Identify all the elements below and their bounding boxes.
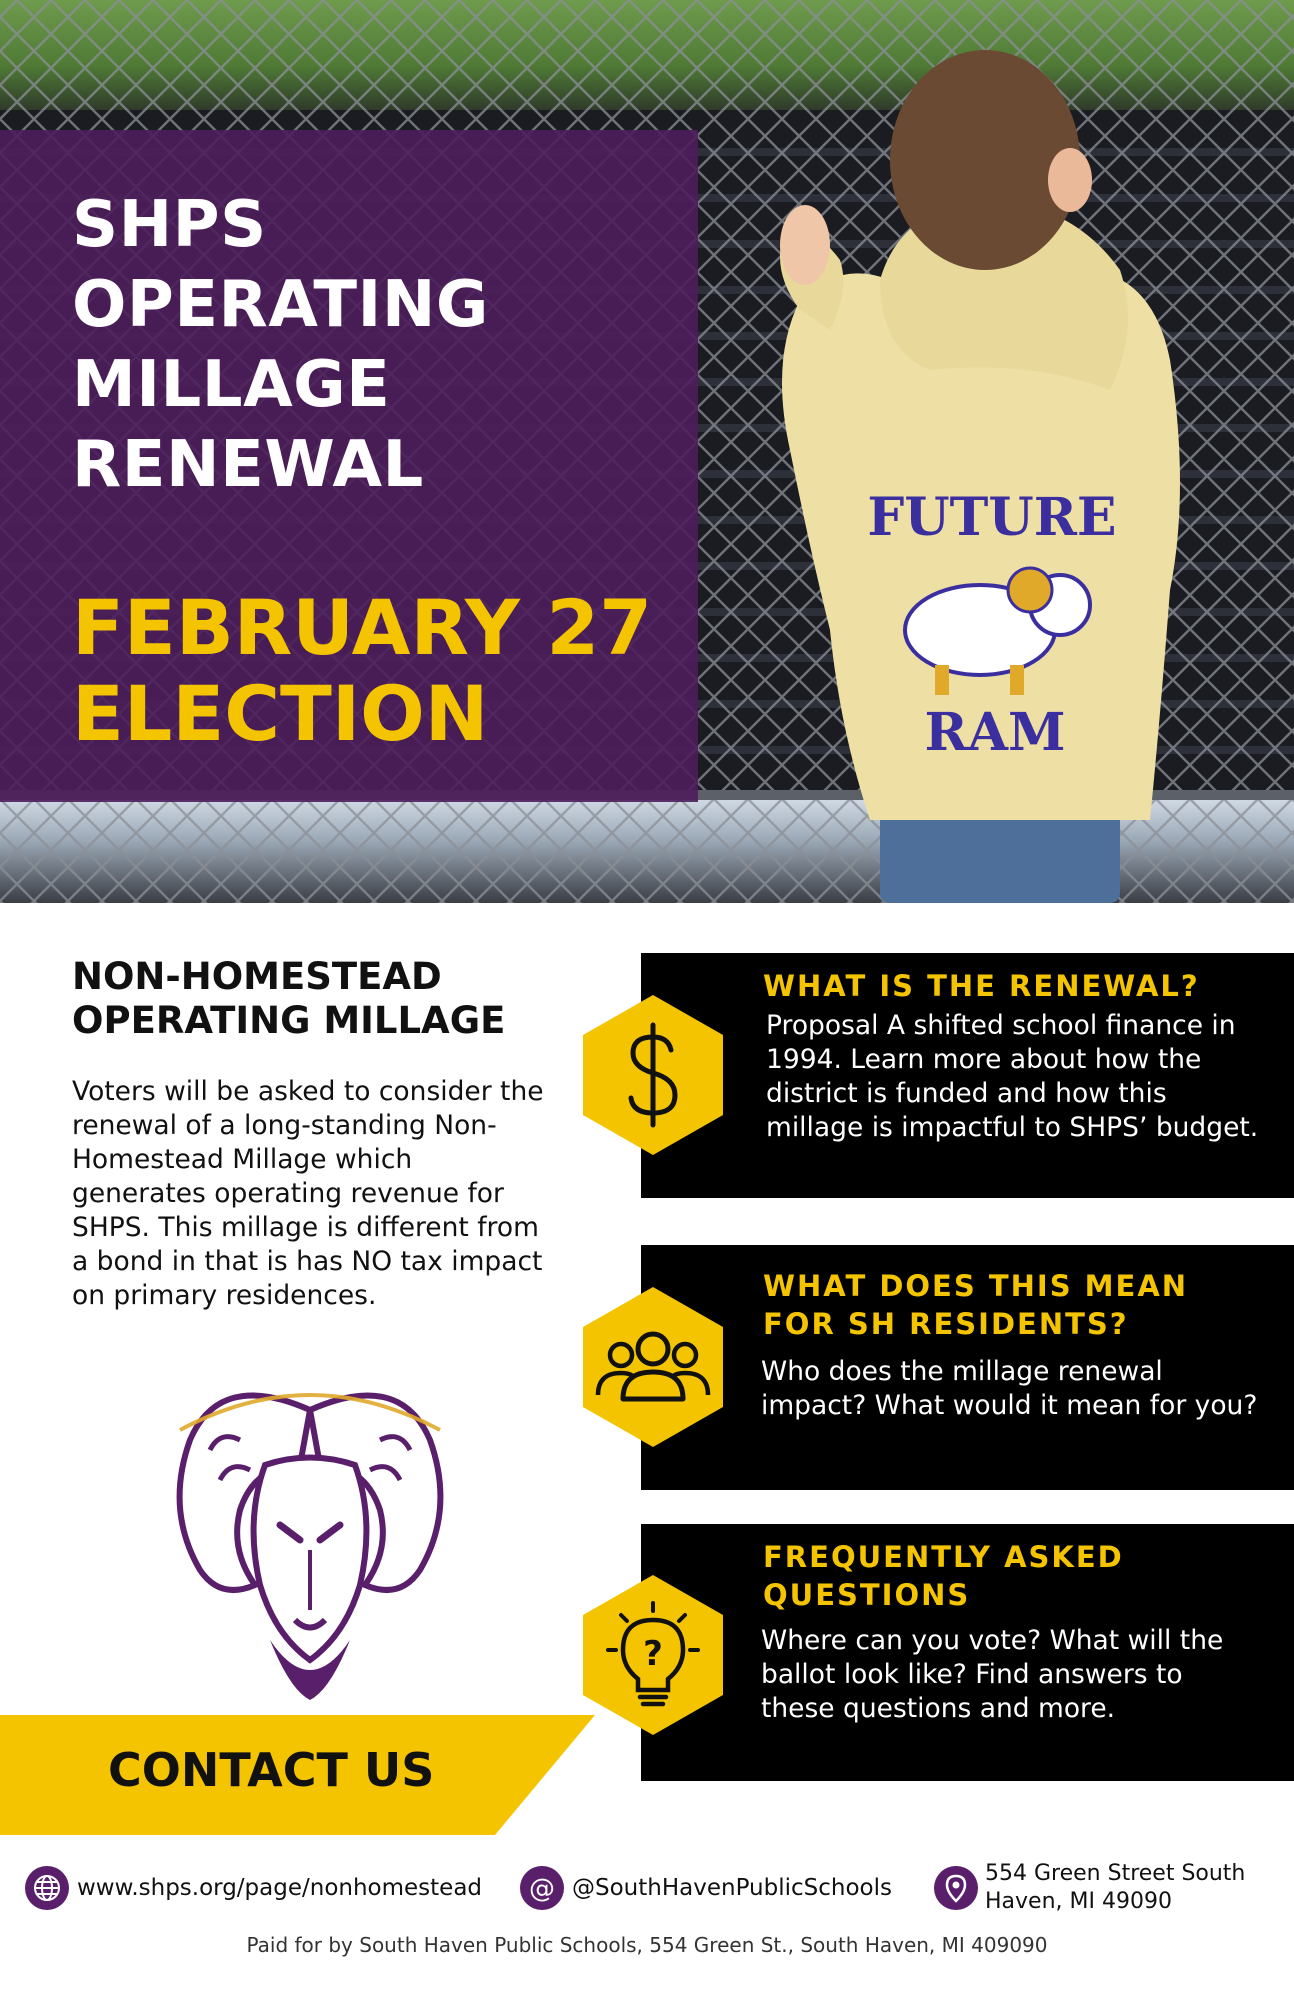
paid-for-disclaimer: Paid for by South Haven Public Schools, 554 Green St., South Haven, MI 409090 (246, 1933, 1048, 1957)
child-photo (730, 30, 1200, 903)
info-box-title (763, 967, 1273, 1005)
social-handle[interactable]: @SouthHavenPublicSchools (572, 1875, 892, 1901)
svg-text:@: @ (529, 1874, 555, 1904)
section-heading-line: OPERATING MILLAGE (72, 999, 506, 1042)
dollar-icon (583, 995, 723, 1155)
title-line: MILLAGE (72, 348, 391, 422)
location-pin-icon (934, 1866, 978, 1910)
info-box-text: Who does the millage renewal impact? What would it mean for you? (761, 1356, 1258, 1421)
info-box-faq[interactable] (641, 1524, 1294, 1781)
info-title-line: WHAT DOES THIS MEAN (763, 1269, 1189, 1303)
hero-photo (0, 0, 1294, 903)
globe-icon (25, 1866, 69, 1910)
address (985, 1860, 1285, 1916)
info-box-renewal[interactable] (641, 953, 1294, 1198)
section-heading-line: NON-HOMESTEAD (72, 955, 442, 998)
people-icon (583, 1287, 723, 1447)
hoodie-ram-text: RAM (924, 702, 1066, 763)
hoodie-future-text: FUTURE (867, 487, 1117, 548)
election-date (72, 585, 712, 757)
lightbulb-question-icon (583, 1575, 723, 1735)
at-sign-icon (520, 1866, 564, 1910)
title-line: OPERATING (72, 268, 489, 342)
info-title-line: WHAT IS THE RENEWAL? (763, 969, 1200, 1003)
ram-head-logo (160, 1370, 460, 1700)
info-box-text: Where can you vote? What will the ballot look like? Find answers to these questions and more. (761, 1625, 1224, 1724)
section-heading (72, 955, 572, 1043)
election-line: ELECTION (72, 669, 489, 758)
website-link[interactable]: www.shps.org/page/nonhomestead (77, 1875, 483, 1901)
info-title-line: QUESTIONS (763, 1578, 971, 1612)
contact-us-label[interactable]: CONTACT US (108, 1743, 435, 1797)
title-line: RENEWAL (72, 428, 424, 502)
address-line: Haven, MI 49090 (985, 1889, 1172, 1914)
section-body: Voters will be asked to consider the renewal of a long-standing Non-Homestead Millage which generates operating revenue for SHPS. This millage is different from a bond in that is has NO tax impact on primary residences. (72, 1076, 544, 1311)
svg-text:?: ? (643, 1634, 663, 1674)
info-box-residents[interactable] (641, 1245, 1294, 1490)
title-line: SHPS (72, 188, 267, 262)
info-title-line: FREQUENTLY ASKED (763, 1540, 1124, 1574)
info-box-title (763, 1267, 1273, 1343)
address-line: 554 Green Street South (985, 1861, 1246, 1886)
page-title (72, 185, 672, 505)
election-line: FEBRUARY 27 (72, 583, 653, 672)
info-box-text: Proposal A shifted school finance in 1994. Learn more about how the district is funded and how this millage is impactful to SHPS’ budget. (766, 1010, 1259, 1143)
info-box-title (763, 1538, 1273, 1614)
info-title-line: FOR SH RESIDENTS? (763, 1307, 1129, 1341)
